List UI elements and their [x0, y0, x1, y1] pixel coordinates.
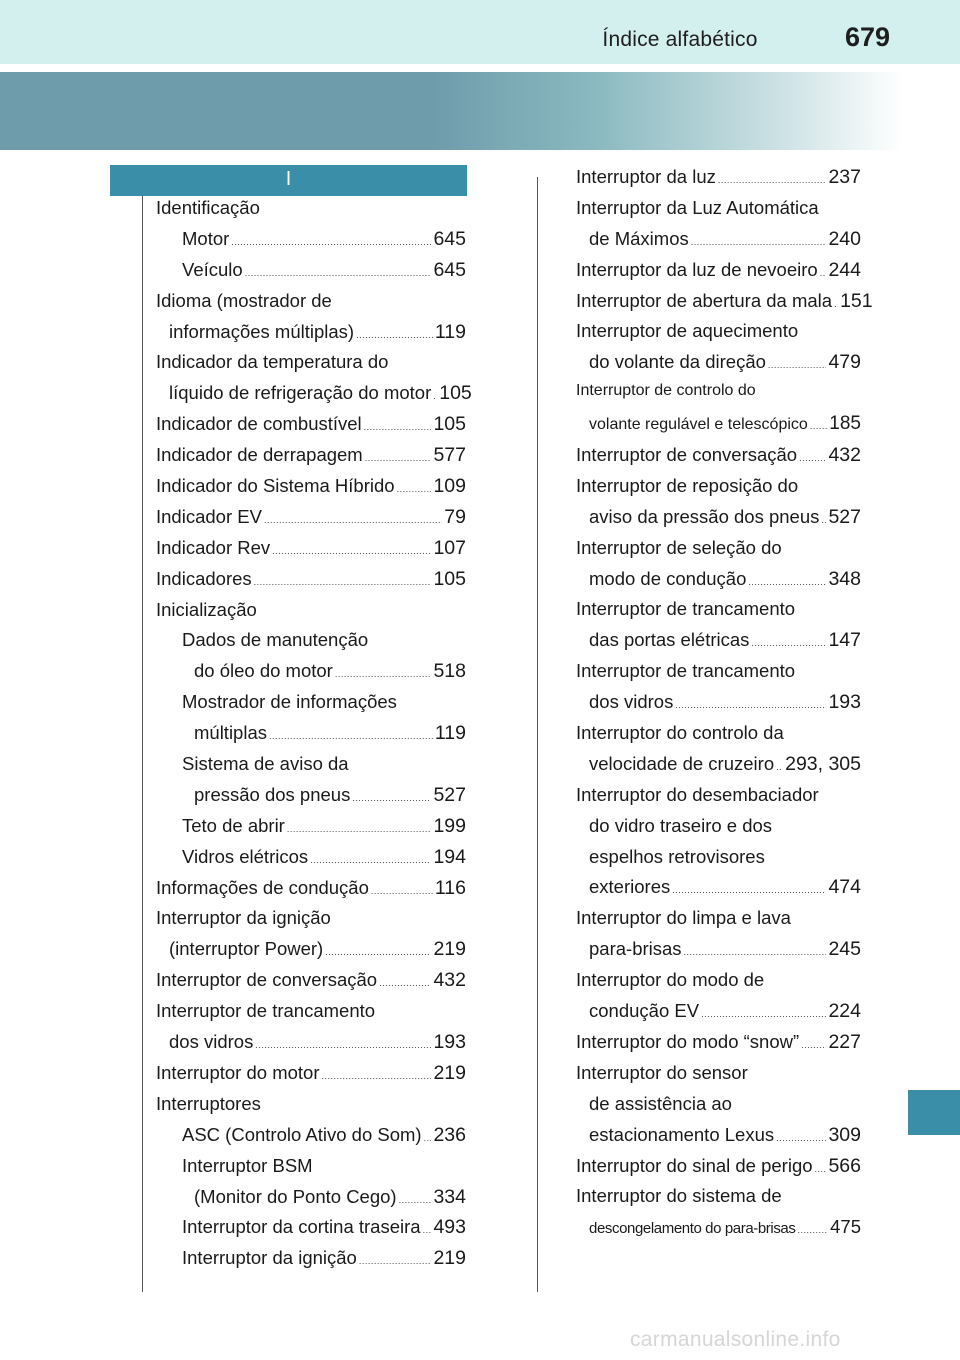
dot-leader: [776, 762, 783, 772]
index-entry-text: Mostrador de informações: [182, 691, 397, 713]
dot-leader: [397, 484, 432, 494]
index-entry: [576, 259, 861, 290]
dot-leader: [748, 577, 826, 587]
page-number: 679: [845, 22, 891, 52]
index-entry-text: informações múltiplas): [169, 320, 355, 342]
index-entry: [576, 289, 873, 321]
index-page-ref[interactable]: 566: [828, 1154, 861, 1177]
index-entry: [156, 629, 466, 660]
index-entry: [576, 722, 861, 753]
header-gradient-band: [0, 72, 960, 150]
index-entry-text: das portas elétricas: [589, 629, 750, 651]
index-page-ref[interactable]: 224: [828, 1000, 861, 1023]
index-entry: [576, 1124, 861, 1155]
index-entry: [156, 259, 466, 290]
index-entry-text: Inicialização: [156, 598, 257, 620]
index-entry: [156, 1155, 466, 1186]
index-entry: [576, 197, 861, 228]
index-entry-text: Interruptor da Luz Automática: [576, 196, 819, 218]
index-entry-text: Indicador do Sistema Híbrido: [156, 475, 395, 497]
column-divider: [537, 177, 538, 1292]
dot-leader: [776, 1133, 826, 1143]
index-entry: [156, 1247, 466, 1278]
index-column-right: [576, 166, 873, 1247]
index-entry: [156, 568, 466, 599]
index-entry: [576, 1031, 861, 1062]
dot-leader: [379, 978, 431, 988]
index-entry: [576, 228, 861, 259]
index-page-ref[interactable]: 219: [433, 1247, 466, 1270]
index-entry: [156, 938, 466, 969]
index-entry: [156, 907, 466, 938]
dot-leader: [718, 175, 827, 185]
index-entry-text: Identificação: [156, 197, 260, 218]
index-page-ref[interactable]: 193: [433, 1031, 466, 1054]
index-entry-text: Interruptor de controlo do: [576, 382, 756, 400]
index-entry-text: Teto de abrir: [182, 814, 285, 836]
dot-leader: [675, 700, 826, 710]
dot-leader: [359, 1256, 432, 1266]
index-entry-text: Motor: [182, 227, 230, 249]
dot-leader: [799, 453, 826, 463]
index-entry-text: Interruptor de aquecimento: [576, 320, 799, 342]
index-page-ref[interactable]: 119: [434, 722, 466, 745]
index-entry: [576, 506, 861, 537]
index-entry-text: (Monitor do Ponto Cego): [194, 1185, 397, 1207]
dot-leader: [335, 669, 432, 679]
index-entry-text: velocidade de cruzeiro: [589, 752, 775, 774]
index-entry-text: Interruptores: [156, 1092, 261, 1114]
index-entry: [576, 876, 861, 907]
index-entry: [576, 629, 861, 660]
index-entry-text: para-brisas: [589, 938, 682, 960]
index-entry: [156, 475, 466, 506]
dot-leader: [768, 360, 827, 370]
index-entry: [576, 815, 861, 846]
index-entry: [156, 1124, 466, 1155]
index-page-ref[interactable]: 236: [433, 1123, 466, 1146]
dot-leader: [325, 947, 431, 957]
dot-leader: [399, 1195, 432, 1205]
index-entry-text: Interruptor de seleção do: [576, 536, 782, 558]
index-entry-text: aviso da pressão dos pneus: [589, 505, 820, 527]
index-entry-text: Indicador de combustível: [156, 413, 362, 435]
dot-leader: [684, 947, 827, 957]
dot-leader: [255, 1040, 431, 1050]
index-entry-text: descongelamento do para-brisas: [589, 1220, 796, 1238]
index-page-ref[interactable]: 244: [828, 258, 861, 281]
index-entry: [576, 413, 861, 444]
index-entry-text: Interruptor do controlo da: [576, 722, 784, 744]
dot-leader: [322, 1071, 432, 1081]
index-entry: [156, 321, 466, 352]
dot-leader: [797, 1225, 828, 1235]
index-entry: [156, 846, 466, 877]
index-entry-text: Interruptor do desembaciador: [576, 783, 819, 805]
index-entry: [576, 938, 861, 969]
index-entry: [576, 1093, 861, 1124]
index-entry-text: Interruptor de abertura da mala: [576, 289, 833, 311]
index-entry-text: Interruptor de reposição do: [576, 474, 799, 496]
index-entry-text: Interruptor do sensor: [576, 1061, 748, 1083]
index-entry: [156, 537, 466, 568]
index-page-ref[interactable]: 109: [433, 475, 466, 498]
index-entry-text: Interruptor do modo de: [576, 969, 765, 991]
index-entry: [156, 228, 466, 259]
index-entry-text: modo de condução: [589, 567, 747, 589]
index-entry: [576, 1062, 861, 1093]
index-entry-text: Vidros elétricos: [182, 845, 309, 867]
index-page-ref[interactable]: 107: [433, 536, 466, 559]
index-entry-text: Interruptor do modo “snow”: [576, 1030, 800, 1052]
dot-leader: [352, 793, 431, 803]
index-entry-text: Interruptor da luz de nevoeiro: [576, 258, 818, 280]
dot-leader: [254, 577, 432, 587]
index-entry: [576, 907, 861, 938]
index-entry: [576, 1185, 861, 1216]
index-entry: [156, 1186, 466, 1217]
index-entry-text: dos vidros: [169, 1031, 254, 1053]
index-entry: [576, 320, 861, 351]
index-entry: [576, 1000, 861, 1031]
index-entry: [576, 568, 861, 599]
index-entry: [576, 1216, 861, 1247]
dot-leader: [801, 1040, 826, 1050]
index-entry: [156, 969, 466, 1000]
section-letter-bar: I: [110, 165, 467, 196]
index-entry: [156, 691, 466, 722]
index-entry-text: Interruptor de trancamento: [156, 1000, 376, 1022]
dot-leader: [672, 885, 826, 895]
index-entry-text: Interruptor de trancamento: [576, 598, 796, 620]
dot-leader: [272, 546, 431, 556]
index-entry: [576, 784, 861, 815]
index-page-ref[interactable]: 185: [829, 413, 861, 435]
index-entry-text: Informações de condução: [156, 876, 369, 898]
index-entry: [576, 166, 861, 197]
index-entry-text: Indicador EV: [156, 505, 262, 527]
dot-leader: [424, 1133, 432, 1143]
index-entry: [156, 1031, 466, 1062]
index-entry-text: Interruptor do limpa e lava: [576, 907, 791, 929]
index-page-ref[interactable]: 432: [433, 969, 466, 992]
index-column-left: [156, 197, 472, 1278]
index-page-ref[interactable]: 147: [828, 629, 861, 652]
index-entry-text: Interruptor de conversação: [576, 444, 798, 466]
index-entry-text: exteriores: [589, 876, 671, 898]
index-page-ref[interactable]: 309: [828, 1123, 861, 1146]
index-entry: [156, 351, 466, 382]
index-page-ref[interactable]: 199: [433, 814, 466, 837]
index-entry-text: de assistência ao: [589, 1092, 732, 1114]
index-entry: [156, 290, 466, 321]
dot-leader: [231, 237, 431, 247]
dot-leader: [810, 421, 827, 431]
index-entry: [156, 722, 466, 753]
index-page-ref[interactable]: 493: [433, 1216, 466, 1239]
index-page-ref[interactable]: 219: [433, 1061, 466, 1084]
index-entry-text: Indicador de derrapagem: [156, 444, 363, 466]
index-entry-text: Interruptor da luz: [576, 166, 716, 187]
index-entry-text: Interruptor do motor: [156, 1061, 320, 1083]
index-entry-text: Sistema de aviso da: [182, 753, 349, 775]
index-entry: [576, 691, 861, 722]
index-entry-text: espelhos retrovisores: [589, 845, 765, 867]
index-page-ref[interactable]: 527: [828, 505, 861, 528]
index-entry-text: condução EV: [589, 1000, 700, 1022]
index-page-ref[interactable]: 227: [828, 1030, 861, 1053]
index-entry-text: Dados de manutenção: [182, 629, 369, 651]
index-entry: [576, 753, 861, 784]
index-entry-text: do óleo do motor: [194, 660, 333, 682]
index-entry: [576, 537, 861, 568]
index-entry-text: ASC (Controlo Ativo do Som): [182, 1123, 422, 1145]
index-page-ref[interactable]: 577: [433, 444, 466, 467]
index-page-ref[interactable]: 645: [433, 227, 466, 250]
dot-leader: [269, 731, 433, 741]
dot-leader: [356, 330, 433, 340]
index-entry-text: Indicador Rev: [156, 536, 271, 558]
index-page-ref[interactable]: 240: [828, 227, 861, 250]
index-page-ref[interactable]: 475: [830, 1216, 861, 1238]
dot-leader: [264, 515, 442, 525]
index-entry: [156, 599, 466, 630]
index-entry-text: líquido de refrigeração do motor: [169, 382, 432, 404]
index-page-ref[interactable]: 432: [828, 444, 861, 467]
dot-leader: [423, 1225, 432, 1235]
index-entry-text: do vidro traseiro e dos: [589, 814, 773, 836]
index-page-ref[interactable]: 293, 305: [785, 752, 861, 775]
left-column-rule: [142, 196, 143, 1292]
index-page-ref[interactable]: 116: [434, 876, 466, 899]
dot-leader: [245, 268, 432, 278]
index-page-ref[interactable]: 245: [828, 938, 861, 961]
chapter-thumb-tab[interactable]: [908, 1090, 960, 1135]
index-entry: [576, 1155, 861, 1186]
index-entry: [156, 506, 466, 537]
index-page-ref[interactable]: 151: [840, 289, 873, 312]
index-page-ref[interactable]: 645: [433, 258, 466, 281]
index-entry-text: pressão dos pneus: [194, 783, 351, 805]
index-entry-text: do volante da direção: [589, 351, 766, 373]
index-entry: [156, 753, 466, 784]
index-page-ref[interactable]: 193: [828, 691, 861, 714]
index-entry: [576, 846, 861, 877]
index-page-ref[interactable]: 348: [828, 567, 861, 590]
dot-leader: [365, 453, 432, 463]
index-entry-text: múltiplas: [194, 722, 267, 744]
index-entry: [156, 1000, 466, 1031]
index-page-ref[interactable]: 527: [433, 783, 466, 806]
index-entry: [156, 382, 472, 413]
index-entry-text: Idioma (mostrador de: [156, 289, 332, 311]
dot-leader: [364, 422, 432, 432]
index-page-ref[interactable]: 105: [433, 413, 466, 436]
index-entry-text: estacionamento Lexus: [589, 1123, 775, 1145]
index-entry: [156, 1062, 466, 1093]
index-page-ref[interactable]: 237: [828, 166, 861, 188]
index-entry-text: Indicadores: [156, 567, 252, 589]
index-page-ref[interactable]: 474: [828, 876, 861, 899]
dot-leader: [820, 268, 827, 278]
dot-leader: [691, 237, 827, 247]
index-entry: [576, 475, 861, 506]
index-entry-text: (interruptor Power): [169, 938, 324, 960]
index-entry-text: Interruptor de trancamento: [576, 660, 796, 682]
index-entry-text: Indicador da temperatura do: [156, 351, 389, 373]
index-entry: [156, 660, 466, 691]
index-entry: [576, 969, 861, 1000]
index-page-ref[interactable]: 219: [433, 938, 466, 961]
header-title: Índice alfabético: [602, 28, 758, 51]
index-entry: [576, 660, 861, 691]
index-entry: [156, 1216, 466, 1247]
index-page-ref[interactable]: 334: [433, 1185, 466, 1208]
index-entry: [576, 351, 861, 382]
index-entry: [156, 197, 466, 228]
index-page-ref[interactable]: 479: [828, 351, 861, 374]
watermark: carmanualsonline.info: [630, 1328, 841, 1351]
index-page-ref[interactable]: 105: [439, 382, 472, 405]
index-entry: [576, 382, 861, 413]
dot-leader: [834, 299, 838, 309]
index-entry-text: de Máximos: [589, 227, 689, 249]
index-page-ref[interactable]: 119: [434, 320, 466, 343]
dot-leader: [310, 855, 431, 865]
index-entry: [156, 815, 466, 846]
index-page-ref[interactable]: 105: [433, 567, 466, 590]
index-entry-text: Interruptor do sistema de: [576, 1185, 782, 1207]
index-entry-text: Interruptor da ignição: [182, 1247, 357, 1269]
dot-leader: [433, 391, 437, 401]
index-page-ref[interactable]: 194: [433, 845, 466, 868]
index-entry: [156, 444, 466, 475]
dot-leader: [815, 1164, 827, 1174]
dot-leader: [287, 824, 432, 834]
index-entry-text: Interruptor de conversação: [156, 969, 378, 991]
index-entry-text: volante regulável e telescópico: [589, 416, 808, 434]
index-page-ref[interactable]: 518: [433, 660, 466, 683]
dot-leader: [821, 515, 826, 525]
index-entry: [576, 444, 861, 475]
page-header: [0, 0, 960, 64]
dot-leader: [701, 1009, 826, 1019]
dot-leader: [371, 886, 433, 896]
index-entry-text: dos vidros: [589, 691, 674, 713]
index-entry: [156, 784, 466, 815]
index-entry: [156, 1093, 466, 1124]
dot-leader: [751, 638, 826, 648]
index-entry-text: Interruptor BSM: [182, 1154, 313, 1176]
index-entry: [156, 877, 466, 908]
index-entry-text: Interruptor da ignição: [156, 907, 331, 929]
index-entry-text: Interruptor do sinal de perigo: [576, 1154, 813, 1176]
index-page-ref[interactable]: 79: [444, 505, 466, 528]
index-entry: [576, 598, 861, 629]
index-entry: [156, 413, 466, 444]
index-entry-text: Interruptor da cortina traseira: [182, 1216, 421, 1238]
index-entry-text: Veículo: [182, 258, 243, 280]
